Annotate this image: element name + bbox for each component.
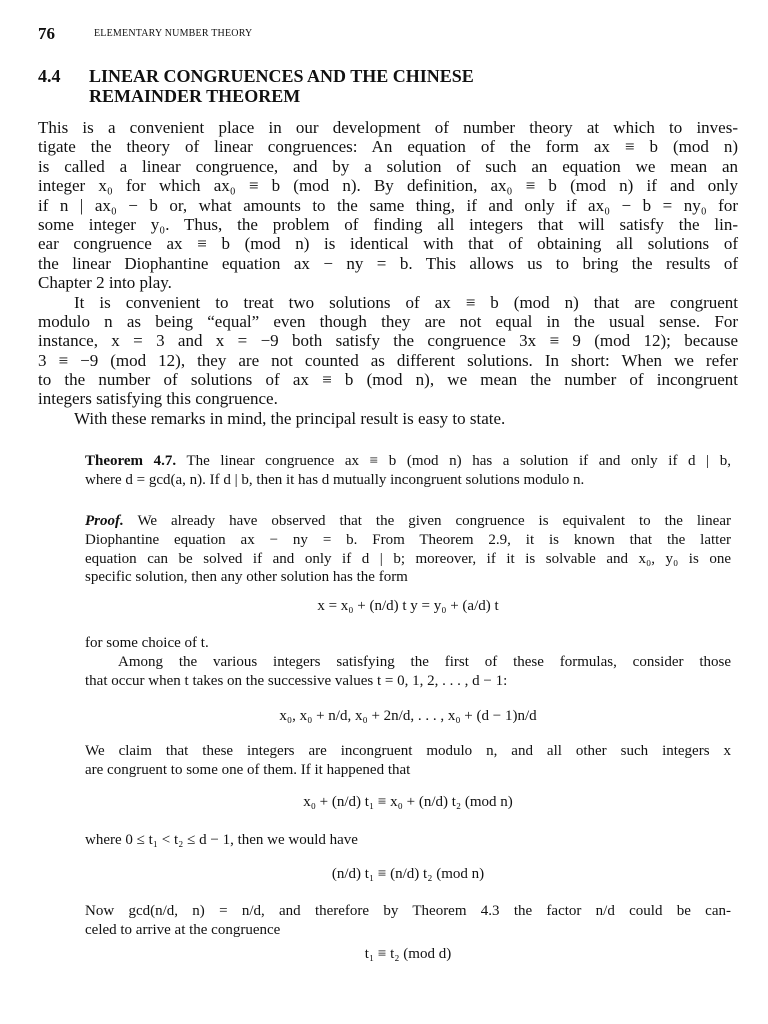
theorem-text: The linear congruence ax ≡ b (mod n) has a solution if and only if d | b,	[186, 453, 732, 469]
proof-text: celed to arrive at the congruence	[85, 921, 281, 938]
body-line: some integer y₀. Thus, the problem of finding all integers that will satisfy the lin-	[38, 214, 738, 234]
body-line: ear congruence ax ≡ b (mod n) is identical with that of obtaining all solutions of	[38, 234, 738, 254]
proof-text: equation can be solved if and only if d | b; moreover, if it is solvable and x₀, y₀ is one	[85, 550, 731, 567]
running-title: ELEMENTARY NUMBER THEORY	[94, 28, 253, 39]
section-title-line: LINEAR CONGRUENCES AND THE CHINESE	[89, 66, 474, 86]
proof-text: where 0 ≤ t₁ < t₂ ≤ d − 1, then we would have	[85, 832, 358, 848]
section-title	[89, 66, 474, 106]
body-line: is called a linear congruence, and by a solution of such an equation we mean an	[38, 156, 738, 176]
proof-block	[85, 902, 731, 940]
page-number: 76	[38, 24, 55, 43]
proof-text: We claim that these integers are incongruent modulo n, and all other such integers x	[85, 743, 731, 759]
proof-text: are congruent to some one of them. If it happened that	[85, 761, 411, 778]
body-line: to the number of solutions of ax ≡ b (mod n), we mean the number of incongruent	[38, 370, 738, 390]
proof-block	[85, 512, 731, 587]
body-line: It is convenient to treat two solutions of ax ≡ b (mod n) that are congruent	[74, 292, 738, 312]
proof-block	[85, 634, 731, 690]
body-line: instance, x = 3 and x = −9 both satisfy the congruence 3x ≡ 9 (mod 12); because	[38, 331, 738, 351]
proof-text: specific solution, then any other solution has the form	[85, 569, 408, 586]
equation-reduced-congruence: (n/d) t₁ ≡ (n/d) t₂ (mod n)	[331, 866, 485, 882]
proof-block	[85, 742, 731, 780]
equation-congruence-assumption: x₀ + (n/d) t₁ ≡ x₀ + (n/d) t₂ (mod n)	[303, 794, 513, 810]
proof-text: Now gcd(n/d, n) = n/d, and therefore by Theorem 4.3 the factor n/d could be can-	[85, 903, 731, 919]
body-line: Chapter 2 into play.	[38, 273, 172, 293]
equation-solution-list: x₀, x₀ + n/d, x₀ + 2n/d, . . . , x₀ + (d − 1)n/d	[279, 708, 537, 724]
body-line: integer x₀ for which ax₀ ≡ b (mod n). By definition, ax₀ ≡ b (mod n) if and only	[38, 176, 738, 196]
body-line: With these remarks in mind, the principal result is easy to state.	[74, 408, 506, 428]
proof-text: that occur when t takes on the successive values t = 0, 1, 2, . . . , d − 1:	[85, 672, 508, 689]
body-line: tigate the theory of linear congruences: An equation of the form ax ≡ b (mod n)	[38, 137, 738, 157]
body-line: if n | ax₀ − b or, what amounts to the same thing, if and only if ax₀ − b = ny₀ for	[38, 195, 738, 215]
body-line: 3 ≡ −9 (mod 12), they are not counted as different solutions. In short: When we refer	[38, 350, 738, 370]
theorem-block	[85, 452, 731, 490]
running-header	[38, 24, 738, 44]
proof-text: Among the various integers satisfying the first of these formulas, consider those	[118, 653, 731, 670]
equation-final-congruence: t₁ ≡ t₂ (mod d)	[364, 946, 452, 962]
body-line: integers satisfying this congruence.	[38, 389, 278, 409]
body-line: the linear Diophantine equation ax − ny = b. This allows us to bring the results of	[38, 253, 738, 273]
body-line: This is a convenient place in our development of number theory at which to inves-	[38, 118, 738, 137]
equation-general-solution: x = x₀ + (n/d) t y = y₀ + (a/d) t	[317, 598, 499, 614]
proof-block	[85, 831, 731, 850]
section-number: 4.4	[38, 66, 61, 86]
proof-text: for some choice of t.	[85, 635, 209, 651]
section-title-line: REMAINDER THEOREM	[89, 86, 301, 106]
proof-label: Proof.	[85, 513, 124, 529]
proof-text: Diophantine equation ax − ny = b. From Theorem 2.9, it is known that the latter	[85, 531, 731, 548]
theorem-text: where d = gcd(a, n). If d | b, then it has d mutually incongruent solutions modulo n.	[85, 471, 585, 488]
theorem-label: Theorem 4.7.	[85, 453, 177, 469]
intro-body	[38, 118, 738, 428]
body-line: modulo n as being “equal” even though they are not equal in the usual sense. For	[38, 311, 738, 331]
proof-text: We already have observed that the given congruence is equivalent to the linear	[137, 513, 731, 529]
